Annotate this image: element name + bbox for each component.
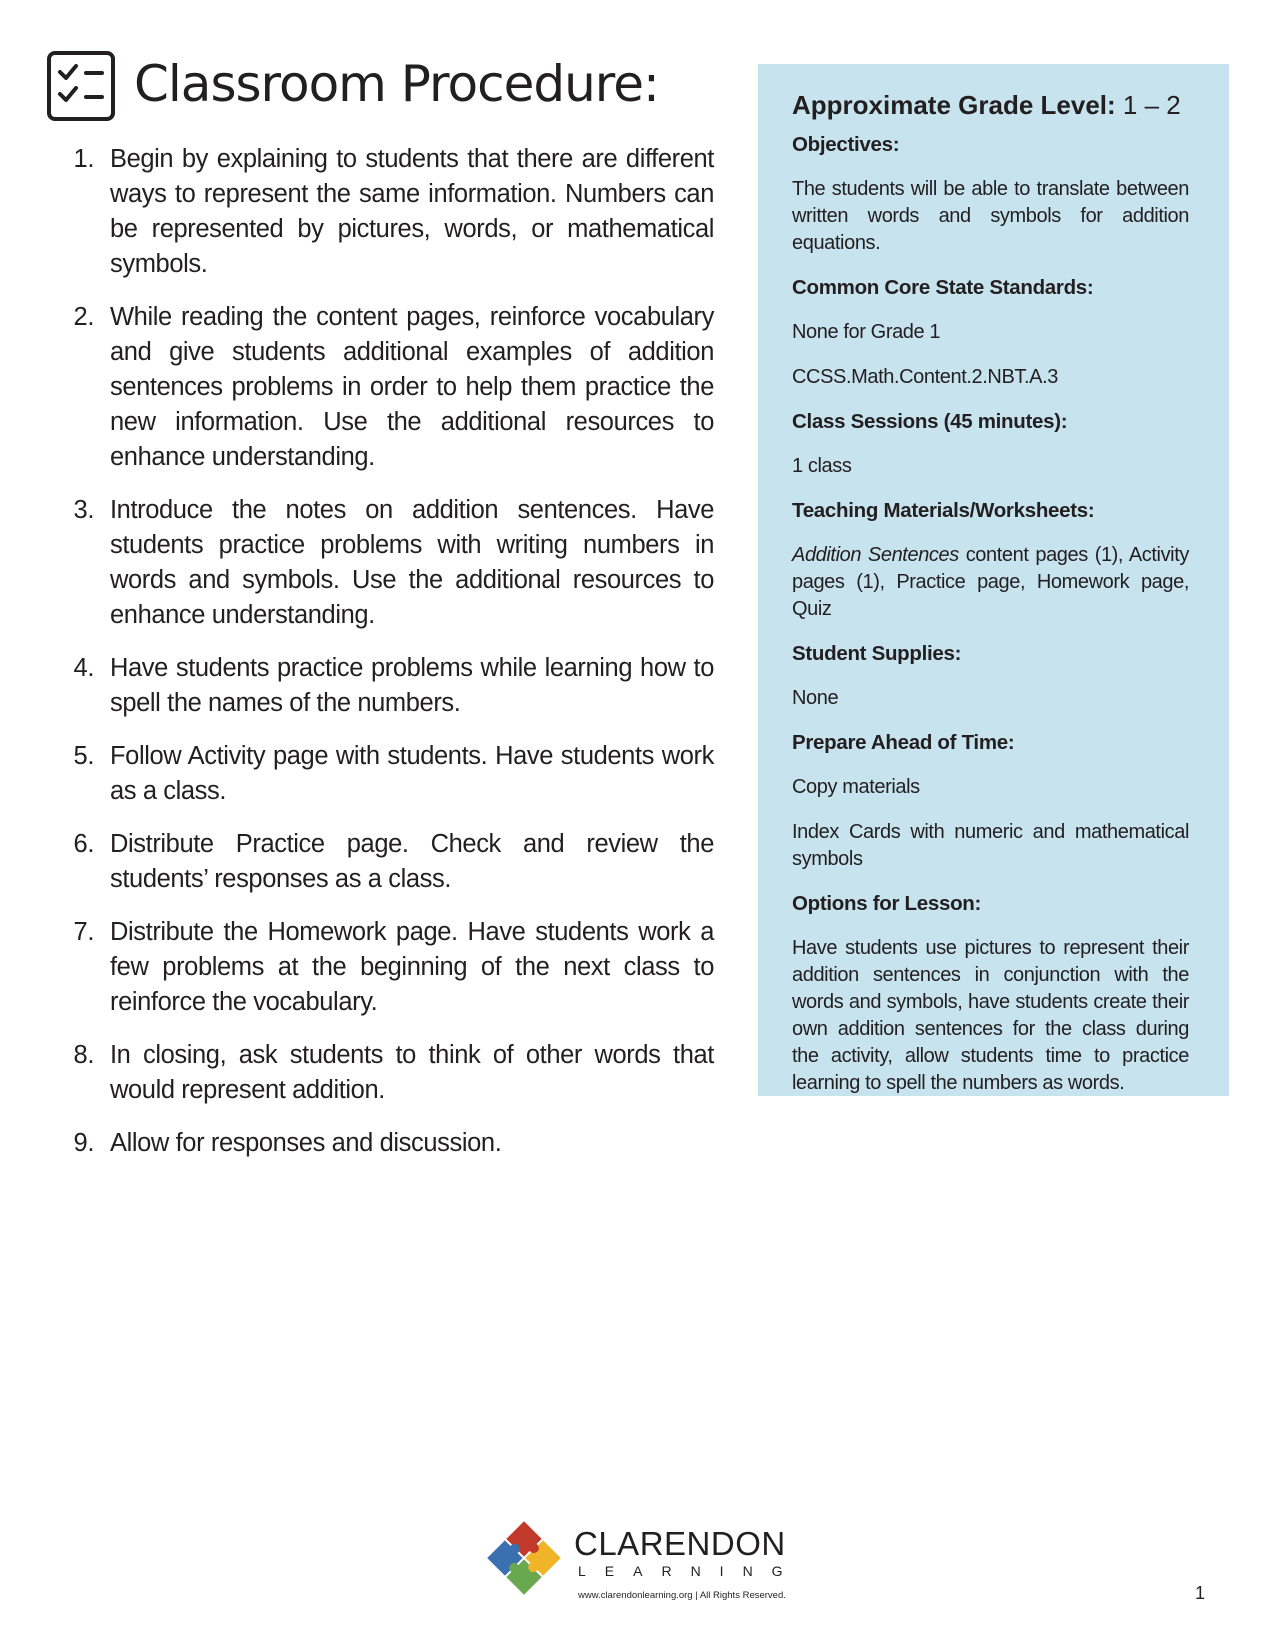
materials-list: content pages (1), Activity pages (1), Practice page, Homework page, Quiz	[792, 544, 1189, 620]
list-item	[60, 915, 714, 1020]
supplies-text: None	[792, 687, 839, 709]
page-title: Classroom Procedure:	[134, 55, 659, 113]
list-item	[60, 493, 714, 633]
procedure-list	[60, 142, 714, 1179]
item-number: 7.	[73, 918, 94, 946]
item-text: Have students practice problems while learning how to spell the names of the numbers.	[110, 654, 714, 717]
prepare-index-cards: Index Cards with numeric and mathematical symbols	[792, 821, 1189, 870]
options-text: Have students use pictures to represent their addition sentences in conjunction with the words and symbols, have students create their own addition sentences for the class during the activity, allow students time to practice learning to spell the numbers as words.	[792, 937, 1189, 1094]
grade-level-label: Approximate Grade Level:	[792, 90, 1116, 120]
list-item	[60, 142, 714, 282]
list-item	[60, 739, 714, 809]
prepare-heading: Prepare Ahead of Time:	[792, 731, 1015, 754]
brand-subtitle: LEARNING	[578, 1563, 802, 1579]
item-text: Begin by explaining to students that there are different ways to represent the same information. Numbers can be represented by pictures, words, or mathematical symbols.	[110, 145, 714, 278]
list-item	[60, 1126, 714, 1161]
item-number: 5.	[73, 742, 94, 770]
item-number: 4.	[73, 654, 94, 682]
item-text: Distribute Practice page. Check and review the students’ responses as a class.	[110, 830, 714, 893]
footer-logo	[484, 1518, 802, 1601]
objectives-heading: Objectives:	[792, 133, 900, 156]
item-text: In closing, ask students to think of other words that would represent addition.	[110, 1041, 714, 1104]
list-item	[60, 300, 714, 475]
list-item	[60, 1038, 714, 1108]
item-number: 3.	[73, 496, 94, 524]
options-heading: Options for Lesson:	[792, 892, 982, 915]
item-text: Introduce the notes on addition sentences. Have students practice problems with writing numbers in words and symbols. Use the additional resources to enhance understanding.	[110, 496, 714, 629]
item-text: Follow Activity page with students. Have students work as a class.	[110, 742, 714, 805]
item-text: Allow for responses and discussion.	[110, 1129, 502, 1157]
materials-text	[792, 542, 1189, 623]
item-number: 8.	[73, 1041, 94, 1069]
brand-name: CLARENDON	[574, 1525, 786, 1562]
brand-url: www.clarendonlearning.org | All Rights Reserved.	[578, 1590, 786, 1601]
standards-heading: Common Core State Standards:	[792, 276, 1094, 299]
standards-grade2: CCSS.Math.Content.2.NBT.A.3	[792, 366, 1058, 388]
item-number: 6.	[73, 830, 94, 858]
brand-block	[574, 1518, 802, 1601]
sessions-heading: Class Sessions (45 minutes):	[792, 410, 1068, 433]
prepare-copy: Copy materials	[792, 776, 920, 798]
materials-heading: Teaching Materials/Worksheets:	[792, 499, 1095, 522]
item-text: While reading the content pages, reinforce vocabulary and give students additional examples of addition sentences problems in order to help them practice the new information. Use the additional resources to enhance understanding.	[110, 303, 714, 471]
grade-level-value: 1 – 2	[1122, 90, 1181, 120]
list-item	[60, 651, 714, 721]
page-header	[46, 50, 659, 122]
page-number: 1	[1195, 1583, 1206, 1603]
item-number: 2.	[73, 303, 94, 331]
puzzle-logo-icon	[484, 1518, 564, 1598]
lesson-info-panel	[758, 64, 1229, 1096]
item-number: 1.	[73, 145, 94, 173]
standards-grade1: None for Grade 1	[792, 321, 941, 343]
sessions-text: 1 class	[792, 455, 852, 477]
item-number: 9.	[73, 1129, 94, 1157]
materials-title: Addition Sentences	[792, 544, 959, 566]
objectives-text: The students will be able to translate between written words and symbols for addition equations.	[792, 178, 1189, 254]
supplies-heading: Student Supplies:	[792, 642, 962, 665]
checklist-icon	[46, 50, 116, 122]
grade-level	[792, 88, 1189, 122]
item-text: Distribute the Homework page. Have students work a few problems at the beginning of the next class to reinforce the vocabulary.	[110, 918, 714, 1016]
list-item	[60, 827, 714, 897]
